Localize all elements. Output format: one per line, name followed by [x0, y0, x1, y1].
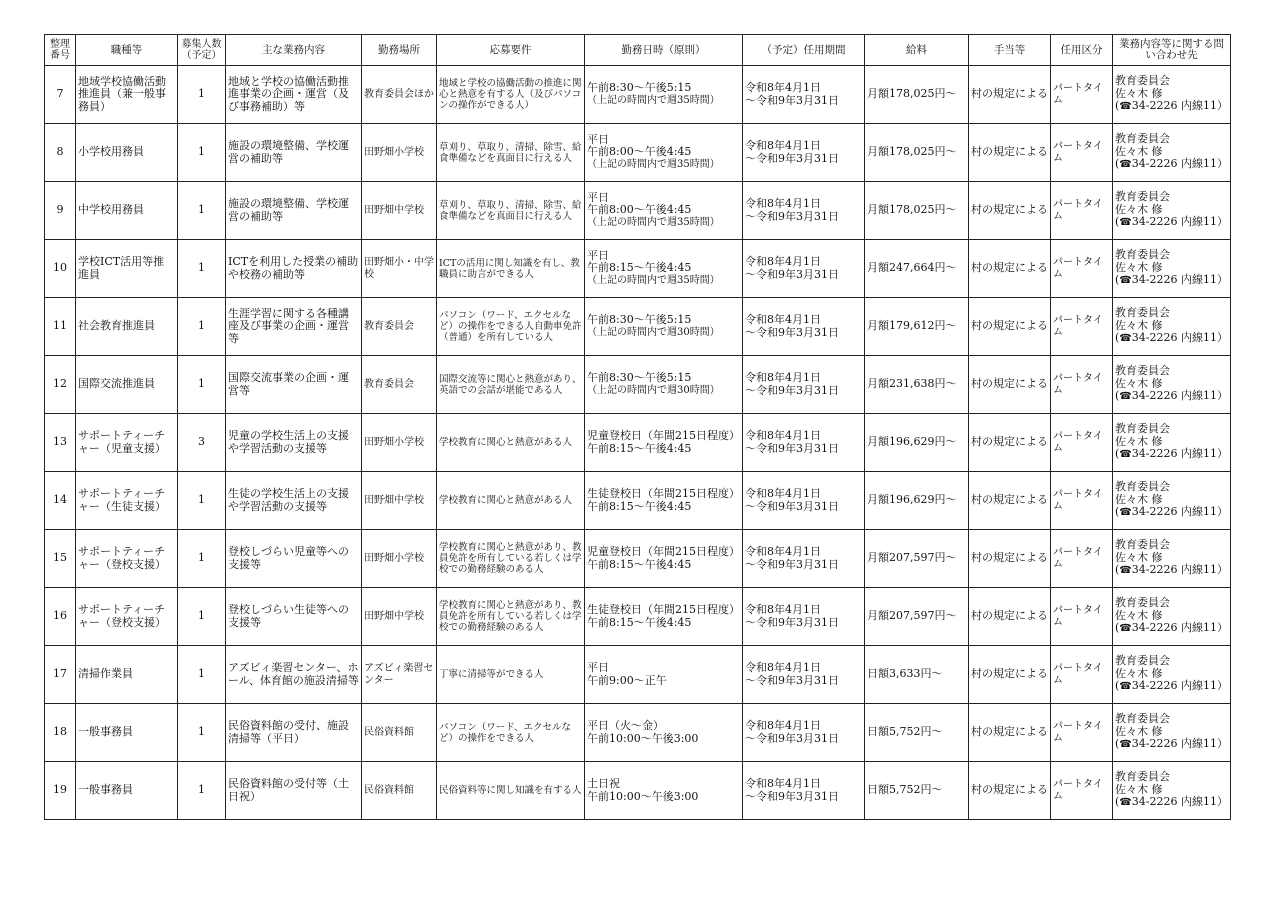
- contact: [1113, 472, 1231, 530]
- work-days: 生徒登校日（年間215日程度）: [587, 487, 740, 500]
- weekly-hours: （上記の時間内で週35時間）: [587, 274, 720, 286]
- work-schedule: [585, 298, 743, 356]
- employment-type: パートタイム: [1051, 182, 1113, 240]
- contact: [1113, 762, 1231, 820]
- work-place: 田野畑小・中学校: [362, 240, 437, 298]
- contact-dept: 教育委員会: [1115, 422, 1170, 436]
- work-schedule: [585, 66, 743, 124]
- term-start: 令和8年4月1日: [745, 545, 821, 558]
- work-schedule: [585, 356, 743, 414]
- duties: 民俗資料館の受付、施設清掃等（平日）: [226, 704, 362, 762]
- work-hours: 午前8:00～午後4:45: [587, 145, 692, 159]
- contact: [1113, 588, 1231, 646]
- requirements: 学校教育に関心と熱意がある人: [437, 472, 585, 530]
- contact-phone: (☎34-2226 内線11）: [1115, 273, 1228, 287]
- header-cell: 手当等: [969, 35, 1051, 66]
- work-place: 田野畑中学校: [362, 588, 437, 646]
- duties: 生徒の学校生活上の支援や学習活動の支援等: [226, 472, 362, 530]
- job-title: 社会教育推進員: [76, 298, 178, 356]
- term-start: 令和8年4月1日: [745, 487, 821, 500]
- salary: 月額178,025円～: [865, 66, 969, 124]
- table-body: [45, 66, 1231, 820]
- salary: 日額3,633円～: [865, 646, 969, 704]
- work-hours: 午前10:00～午後3:00: [587, 731, 699, 745]
- table-row: [45, 66, 1231, 124]
- requirements: 草刈り、草取り、清掃、除雪、給食準備などを真面目に行える人: [437, 124, 585, 182]
- header-cell: （予定）任用期間: [743, 35, 865, 66]
- phone-icon: ☎: [1119, 159, 1132, 171]
- weekly-hours: （上記の時間内で週35時間）: [587, 94, 720, 106]
- contact-phone: (☎34-2226 内線11）: [1115, 679, 1228, 693]
- work-hours: 午前8:15～午後4:45: [587, 441, 692, 455]
- term-start: 令和8年4月1日: [745, 429, 821, 442]
- row-number: 15: [45, 530, 76, 588]
- row-number: 12: [45, 356, 76, 414]
- table-row: [45, 240, 1231, 298]
- table-row: [45, 704, 1231, 762]
- header-cell: 給料: [865, 35, 969, 66]
- row-number: 10: [45, 240, 76, 298]
- job-title: 学校ICT活用等推進員: [76, 240, 178, 298]
- appointment-term: [743, 646, 865, 704]
- openings-count: 1: [178, 704, 226, 762]
- work-schedule: [585, 472, 743, 530]
- term-start: 令和8年4月1日: [745, 661, 821, 674]
- header-cell: 職種等: [76, 35, 178, 66]
- work-place: 民俗資料館: [362, 762, 437, 820]
- table-row: [45, 124, 1231, 182]
- header-cell: 募集人数（予定）: [178, 35, 226, 66]
- work-days: 平日: [587, 190, 609, 204]
- salary: 月額179,612円～: [865, 298, 969, 356]
- term-end: ～令和9年3月31日: [745, 267, 839, 281]
- contact-phone: (☎34-2226 内線11）: [1115, 563, 1228, 577]
- contact: [1113, 66, 1231, 124]
- allowance: 村の規定による: [969, 530, 1051, 588]
- openings-count: 1: [178, 182, 226, 240]
- allowance: 村の規定による: [969, 356, 1051, 414]
- appointment-term: [743, 762, 865, 820]
- appointment-term: [743, 588, 865, 646]
- duties: 児童の学校生活上の支援や学習活動の支援等: [226, 414, 362, 472]
- salary: 月額178,025円～: [865, 124, 969, 182]
- requirements: 学校教育に関心と熱意があり、教員免許を所有している若しくは学校での勤務経験のある人: [437, 530, 585, 588]
- duties: 民俗資料館の受付等（土日祝）: [226, 762, 362, 820]
- contact-phone: (☎34-2226 内線11）: [1115, 621, 1228, 635]
- openings-count: 1: [178, 472, 226, 530]
- phone-icon: ☎: [1119, 391, 1132, 403]
- row-number: 17: [45, 646, 76, 704]
- job-title: サポートティーチャー（生徒支援）: [76, 472, 178, 530]
- term-start: 令和8年4月1日: [745, 777, 821, 790]
- duties: 国際交流事業の企画・運営等: [226, 356, 362, 414]
- requirements: 草刈り、草取り、清掃、除雪、給食準備などを真面目に行える人: [437, 182, 585, 240]
- weekly-hours: （上記の時間内で週35時間）: [587, 158, 720, 170]
- contact-phone: (☎34-2226 内線11）: [1115, 795, 1228, 809]
- appointment-term: [743, 530, 865, 588]
- contact-person: 佐々木 修: [1115, 260, 1163, 274]
- term-end: ～令和9年3月31日: [745, 557, 839, 571]
- contact-person: 佐々木 修: [1115, 492, 1163, 506]
- term-end: ～令和9年3月31日: [745, 673, 839, 687]
- duties: 施設の環境整備、学校運営の補助等: [226, 182, 362, 240]
- weekly-hours: （上記の時間内で週30時間）: [587, 384, 720, 396]
- header-cell: 応募要件: [437, 35, 585, 66]
- work-place: 田野畑小学校: [362, 124, 437, 182]
- salary: 月額196,629円～: [865, 414, 969, 472]
- job-title: 一般事務員: [76, 704, 178, 762]
- contact-dept: 教育委員会: [1115, 596, 1170, 610]
- openings-count: 1: [178, 530, 226, 588]
- openings-count: 1: [178, 646, 226, 704]
- contact: [1113, 646, 1231, 704]
- work-days: 平日: [587, 248, 609, 262]
- job-title: 国際交流推進員: [76, 356, 178, 414]
- contact-person: 佐々木 修: [1115, 434, 1163, 448]
- work-hours: 午前8:15～午後4:45: [587, 615, 692, 629]
- header-cell: 勤務場所: [362, 35, 437, 66]
- table-row: [45, 762, 1231, 820]
- row-number: 14: [45, 472, 76, 530]
- employment-type: パートタイム: [1051, 472, 1113, 530]
- allowance: 村の規定による: [969, 66, 1051, 124]
- weekly-hours: （上記の時間内で週35時間）: [587, 216, 720, 228]
- requirements: 丁寧に清掃等ができる人: [437, 646, 585, 704]
- work-days: 平日（火～金）: [587, 719, 664, 732]
- term-end: ～令和9年3月31日: [745, 441, 839, 455]
- table-row: [45, 356, 1231, 414]
- contact: [1113, 414, 1231, 472]
- contact: [1113, 704, 1231, 762]
- contact-dept: 教育委員会: [1115, 480, 1170, 494]
- allowance: 村の規定による: [969, 472, 1051, 530]
- employment-type: パートタイム: [1051, 356, 1113, 414]
- duties: 施設の環境整備、学校運営の補助等: [226, 124, 362, 182]
- term-end: ～令和9年3月31日: [745, 325, 839, 339]
- job-title: 清掃作業員: [76, 646, 178, 704]
- job-title: サポートティーチャー（児童支援）: [76, 414, 178, 472]
- requirements: 学校教育に関心と熱意がある人: [437, 414, 585, 472]
- contact-dept: 教育委員会: [1115, 306, 1170, 320]
- row-number: 11: [45, 298, 76, 356]
- job-title: 地域学校協働活動推進員（兼一般事務員）: [76, 66, 178, 124]
- term-end: ～令和9年3月31日: [745, 383, 839, 397]
- employment-type: パートタイム: [1051, 530, 1113, 588]
- salary: 月額207,597円～: [865, 530, 969, 588]
- appointment-term: [743, 356, 865, 414]
- allowance: 村の規定による: [969, 762, 1051, 820]
- work-days: 土日祝: [587, 777, 620, 790]
- duties: アズビィ楽習センター、ホール、体育館の施設清掃等: [226, 646, 362, 704]
- row-number: 8: [45, 124, 76, 182]
- term-end: ～令和9年3月31日: [745, 731, 839, 745]
- work-hours: 午前8:00～午後4:45: [587, 203, 692, 217]
- openings-count: 1: [178, 356, 226, 414]
- work-hours: 午前8:30～午後5:15: [587, 313, 692, 326]
- salary: 月額247,664円～: [865, 240, 969, 298]
- contact-person: 佐々木 修: [1115, 608, 1163, 622]
- contact: [1113, 298, 1231, 356]
- header-row: [45, 35, 1231, 66]
- work-hours: 午前8:30～午後5:15: [587, 371, 692, 384]
- work-days: 生徒登校日（年間215日程度）: [587, 603, 740, 616]
- phone-icon: ☎: [1119, 565, 1132, 577]
- recruitment-table: [44, 34, 1231, 820]
- term-start: 令和8年4月1日: [745, 255, 821, 268]
- requirements: パソコン（ワード、エクセルなど）の操作をできる人自動車免許（普通）を所有している人: [437, 298, 585, 356]
- term-start: 令和8年4月1日: [745, 139, 821, 152]
- contact-dept: 教育委員会: [1115, 248, 1170, 262]
- row-number: 13: [45, 414, 76, 472]
- phone-icon: ☎: [1119, 333, 1132, 345]
- duties: 登校しづらい児童等への支援等: [226, 530, 362, 588]
- requirements: ICTの活用に関し知識を有し、教職員に助言ができる人: [437, 240, 585, 298]
- contact-phone: (☎34-2226 内線11）: [1115, 505, 1228, 519]
- phone-icon: ☎: [1119, 507, 1132, 519]
- work-days: 児童登校日（年間215日程度）: [587, 545, 740, 558]
- appointment-term: [743, 704, 865, 762]
- contact-phone: (☎34-2226 内線11）: [1115, 389, 1228, 403]
- appointment-term: [743, 66, 865, 124]
- allowance: 村の規定による: [969, 704, 1051, 762]
- contact-dept: 教育委員会: [1115, 190, 1170, 204]
- header-cell: 勤務日時（原則）: [585, 35, 743, 66]
- work-schedule: [585, 530, 743, 588]
- term-start: 令和8年4月1日: [745, 719, 821, 732]
- phone-icon: ☎: [1119, 623, 1132, 635]
- term-start: 令和8年4月1日: [745, 371, 821, 384]
- contact: [1113, 124, 1231, 182]
- work-schedule: [585, 182, 743, 240]
- allowance: 村の規定による: [969, 588, 1051, 646]
- appointment-term: [743, 298, 865, 356]
- row-number: 19: [45, 762, 76, 820]
- salary: 月額231,638円～: [865, 356, 969, 414]
- openings-count: 3: [178, 414, 226, 472]
- work-place: 教育委員会: [362, 356, 437, 414]
- header-cell: 任用区分: [1051, 35, 1113, 66]
- work-place: 田野畑小学校: [362, 414, 437, 472]
- employment-type: パートタイム: [1051, 588, 1113, 646]
- contact-phone: (☎34-2226 内線11）: [1115, 737, 1228, 751]
- employment-type: パートタイム: [1051, 646, 1113, 704]
- salary: 月額178,025円～: [865, 182, 969, 240]
- phone-icon: ☎: [1119, 449, 1132, 461]
- contact-person: 佐々木 修: [1115, 376, 1163, 390]
- work-days: 平日: [587, 132, 609, 146]
- header-cell: 主な業務内容: [226, 35, 362, 66]
- job-title: サポートティーチャー（登校支援）: [76, 530, 178, 588]
- contact-person: 佐々木 修: [1115, 550, 1163, 564]
- employment-type: パートタイム: [1051, 298, 1113, 356]
- table-row: [45, 182, 1231, 240]
- term-end: ～令和9年3月31日: [745, 499, 839, 513]
- openings-count: 1: [178, 762, 226, 820]
- contact: [1113, 530, 1231, 588]
- term-start: 令和8年4月1日: [745, 603, 821, 616]
- salary: 月額207,597円～: [865, 588, 969, 646]
- contact: [1113, 182, 1231, 240]
- appointment-term: [743, 182, 865, 240]
- work-schedule: [585, 124, 743, 182]
- work-days: 児童登校日（年間215日程度）: [587, 429, 740, 442]
- contact-dept: 教育委員会: [1115, 538, 1170, 552]
- term-start: 令和8年4月1日: [745, 197, 821, 210]
- work-schedule: [585, 240, 743, 298]
- row-number: 9: [45, 182, 76, 240]
- table-row: [45, 472, 1231, 530]
- openings-count: 1: [178, 588, 226, 646]
- duties: 登校しづらい生徒等への支援等: [226, 588, 362, 646]
- requirements: 学校教育に関心と熱意があり、教員免許を所有している若しくは学校での勤務経験のある人: [437, 588, 585, 646]
- row-number: 7: [45, 66, 76, 124]
- openings-count: 1: [178, 298, 226, 356]
- contact-dept: 教育委員会: [1115, 770, 1170, 784]
- contact-phone: (☎34-2226 内線11）: [1115, 331, 1228, 345]
- phone-icon: ☎: [1119, 275, 1132, 287]
- contact-person: 佐々木 修: [1115, 202, 1163, 216]
- work-place: アズビィ楽習センター: [362, 646, 437, 704]
- work-hours: 午前8:30～午後5:15: [587, 81, 692, 94]
- table-row: [45, 414, 1231, 472]
- phone-icon: ☎: [1119, 739, 1132, 751]
- table-row: [45, 646, 1231, 704]
- requirements: 地域と学校の協働活動の推進に関心と熱意を有する人（及びパソコンの操作ができる人）: [437, 66, 585, 124]
- salary: 日額5,752円～: [865, 762, 969, 820]
- salary: 日額5,752円～: [865, 704, 969, 762]
- work-place: 民俗資料館: [362, 704, 437, 762]
- work-hours: 午前9:00～正午: [587, 673, 667, 687]
- employment-type: パートタイム: [1051, 762, 1113, 820]
- contact-phone: (☎34-2226 内線11）: [1115, 157, 1228, 171]
- job-title: 一般事務員: [76, 762, 178, 820]
- duties: 生涯学習に関する各種講座及び事業の企画・運営等: [226, 298, 362, 356]
- openings-count: 1: [178, 66, 226, 124]
- job-title: 小学校用務員: [76, 124, 178, 182]
- work-place: 田野畑中学校: [362, 182, 437, 240]
- term-end: ～令和9年3月31日: [745, 789, 839, 803]
- employment-type: パートタイム: [1051, 704, 1113, 762]
- term-start: 令和8年4月1日: [745, 81, 821, 94]
- work-hours: 午前8:15～午後4:45: [587, 261, 692, 275]
- work-hours: 午前8:15～午後4:45: [587, 557, 692, 571]
- employment-type: パートタイム: [1051, 124, 1113, 182]
- allowance: 村の規定による: [969, 182, 1051, 240]
- requirements: 民俗資料等に関し知識を有する人: [437, 762, 585, 820]
- appointment-term: [743, 240, 865, 298]
- contact-person: 佐々木 修: [1115, 724, 1163, 738]
- work-hours: 午前10:00～午後3:00: [587, 789, 699, 803]
- contact-person: 佐々木 修: [1115, 318, 1163, 332]
- salary: 月額196,629円～: [865, 472, 969, 530]
- contact-person: 佐々木 修: [1115, 86, 1163, 100]
- contact-dept: 教育委員会: [1115, 712, 1170, 726]
- term-end: ～令和9年3月31日: [745, 615, 839, 629]
- contact-dept: 教育委員会: [1115, 132, 1170, 146]
- contact-phone: (☎34-2226 内線11）: [1115, 99, 1228, 113]
- table-row: [45, 588, 1231, 646]
- contact-phone: (☎34-2226 内線11）: [1115, 447, 1228, 461]
- duties: ICTを利用した授業の補助や校務の補助等: [226, 240, 362, 298]
- contact-dept: 教育委員会: [1115, 654, 1170, 668]
- work-place: 教育委員会ほか: [362, 66, 437, 124]
- weekly-hours: （上記の時間内で週30時間）: [587, 326, 720, 338]
- openings-count: 1: [178, 240, 226, 298]
- table-row: [45, 530, 1231, 588]
- contact-person: 佐々木 修: [1115, 144, 1163, 158]
- work-schedule: [585, 762, 743, 820]
- requirements: パソコン（ワード、エクセルなど）の操作をできる人: [437, 704, 585, 762]
- row-number: 18: [45, 704, 76, 762]
- allowance: 村の規定による: [969, 240, 1051, 298]
- work-schedule: [585, 414, 743, 472]
- contact-person: 佐々木 修: [1115, 782, 1163, 796]
- job-title: サポートティーチャー（登校支援）: [76, 588, 178, 646]
- allowance: 村の規定による: [969, 414, 1051, 472]
- requirements: 国際交流等に関心と熱意があり、英語での会話が堪能である人: [437, 356, 585, 414]
- term-end: ～令和9年3月31日: [745, 209, 839, 223]
- phone-icon: ☎: [1119, 797, 1132, 809]
- work-place: 田野畑中学校: [362, 472, 437, 530]
- contact-phone: (☎34-2226 内線11）: [1115, 215, 1228, 229]
- work-schedule: [585, 588, 743, 646]
- work-hours: 午前8:15～午後4:45: [587, 499, 692, 513]
- work-days: 平日: [587, 661, 609, 674]
- phone-icon: ☎: [1119, 681, 1132, 693]
- term-end: ～令和9年3月31日: [745, 151, 839, 165]
- work-place: 教育委員会: [362, 298, 437, 356]
- allowance: 村の規定による: [969, 646, 1051, 704]
- term-end: ～令和9年3月31日: [745, 93, 839, 107]
- work-place: 田野畑小学校: [362, 530, 437, 588]
- contact-dept: 教育委員会: [1115, 74, 1170, 88]
- contact-dept: 教育委員会: [1115, 364, 1170, 378]
- work-schedule: [585, 704, 743, 762]
- employment-type: パートタイム: [1051, 66, 1113, 124]
- row-number: 16: [45, 588, 76, 646]
- contact: [1113, 356, 1231, 414]
- term-start: 令和8年4月1日: [745, 313, 821, 326]
- header-cell: 整理番号: [45, 35, 76, 66]
- phone-icon: ☎: [1119, 217, 1132, 229]
- header-cell: 業務内容等に関する問い合わせ先: [1113, 35, 1231, 66]
- contact-person: 佐々木 修: [1115, 666, 1163, 680]
- employment-type: パートタイム: [1051, 414, 1113, 472]
- employment-type: パートタイム: [1051, 240, 1113, 298]
- appointment-term: [743, 124, 865, 182]
- appointment-term: [743, 472, 865, 530]
- openings-count: 1: [178, 124, 226, 182]
- duties: 地域と学校の協働活動推進事業の企画・運営（及び事務補助）等: [226, 66, 362, 124]
- phone-icon: ☎: [1119, 101, 1132, 113]
- work-schedule: [585, 646, 743, 704]
- allowance: 村の規定による: [969, 124, 1051, 182]
- table-row: [45, 298, 1231, 356]
- allowance: 村の規定による: [969, 298, 1051, 356]
- job-title: 中学校用務員: [76, 182, 178, 240]
- contact: [1113, 240, 1231, 298]
- appointment-term: [743, 414, 865, 472]
